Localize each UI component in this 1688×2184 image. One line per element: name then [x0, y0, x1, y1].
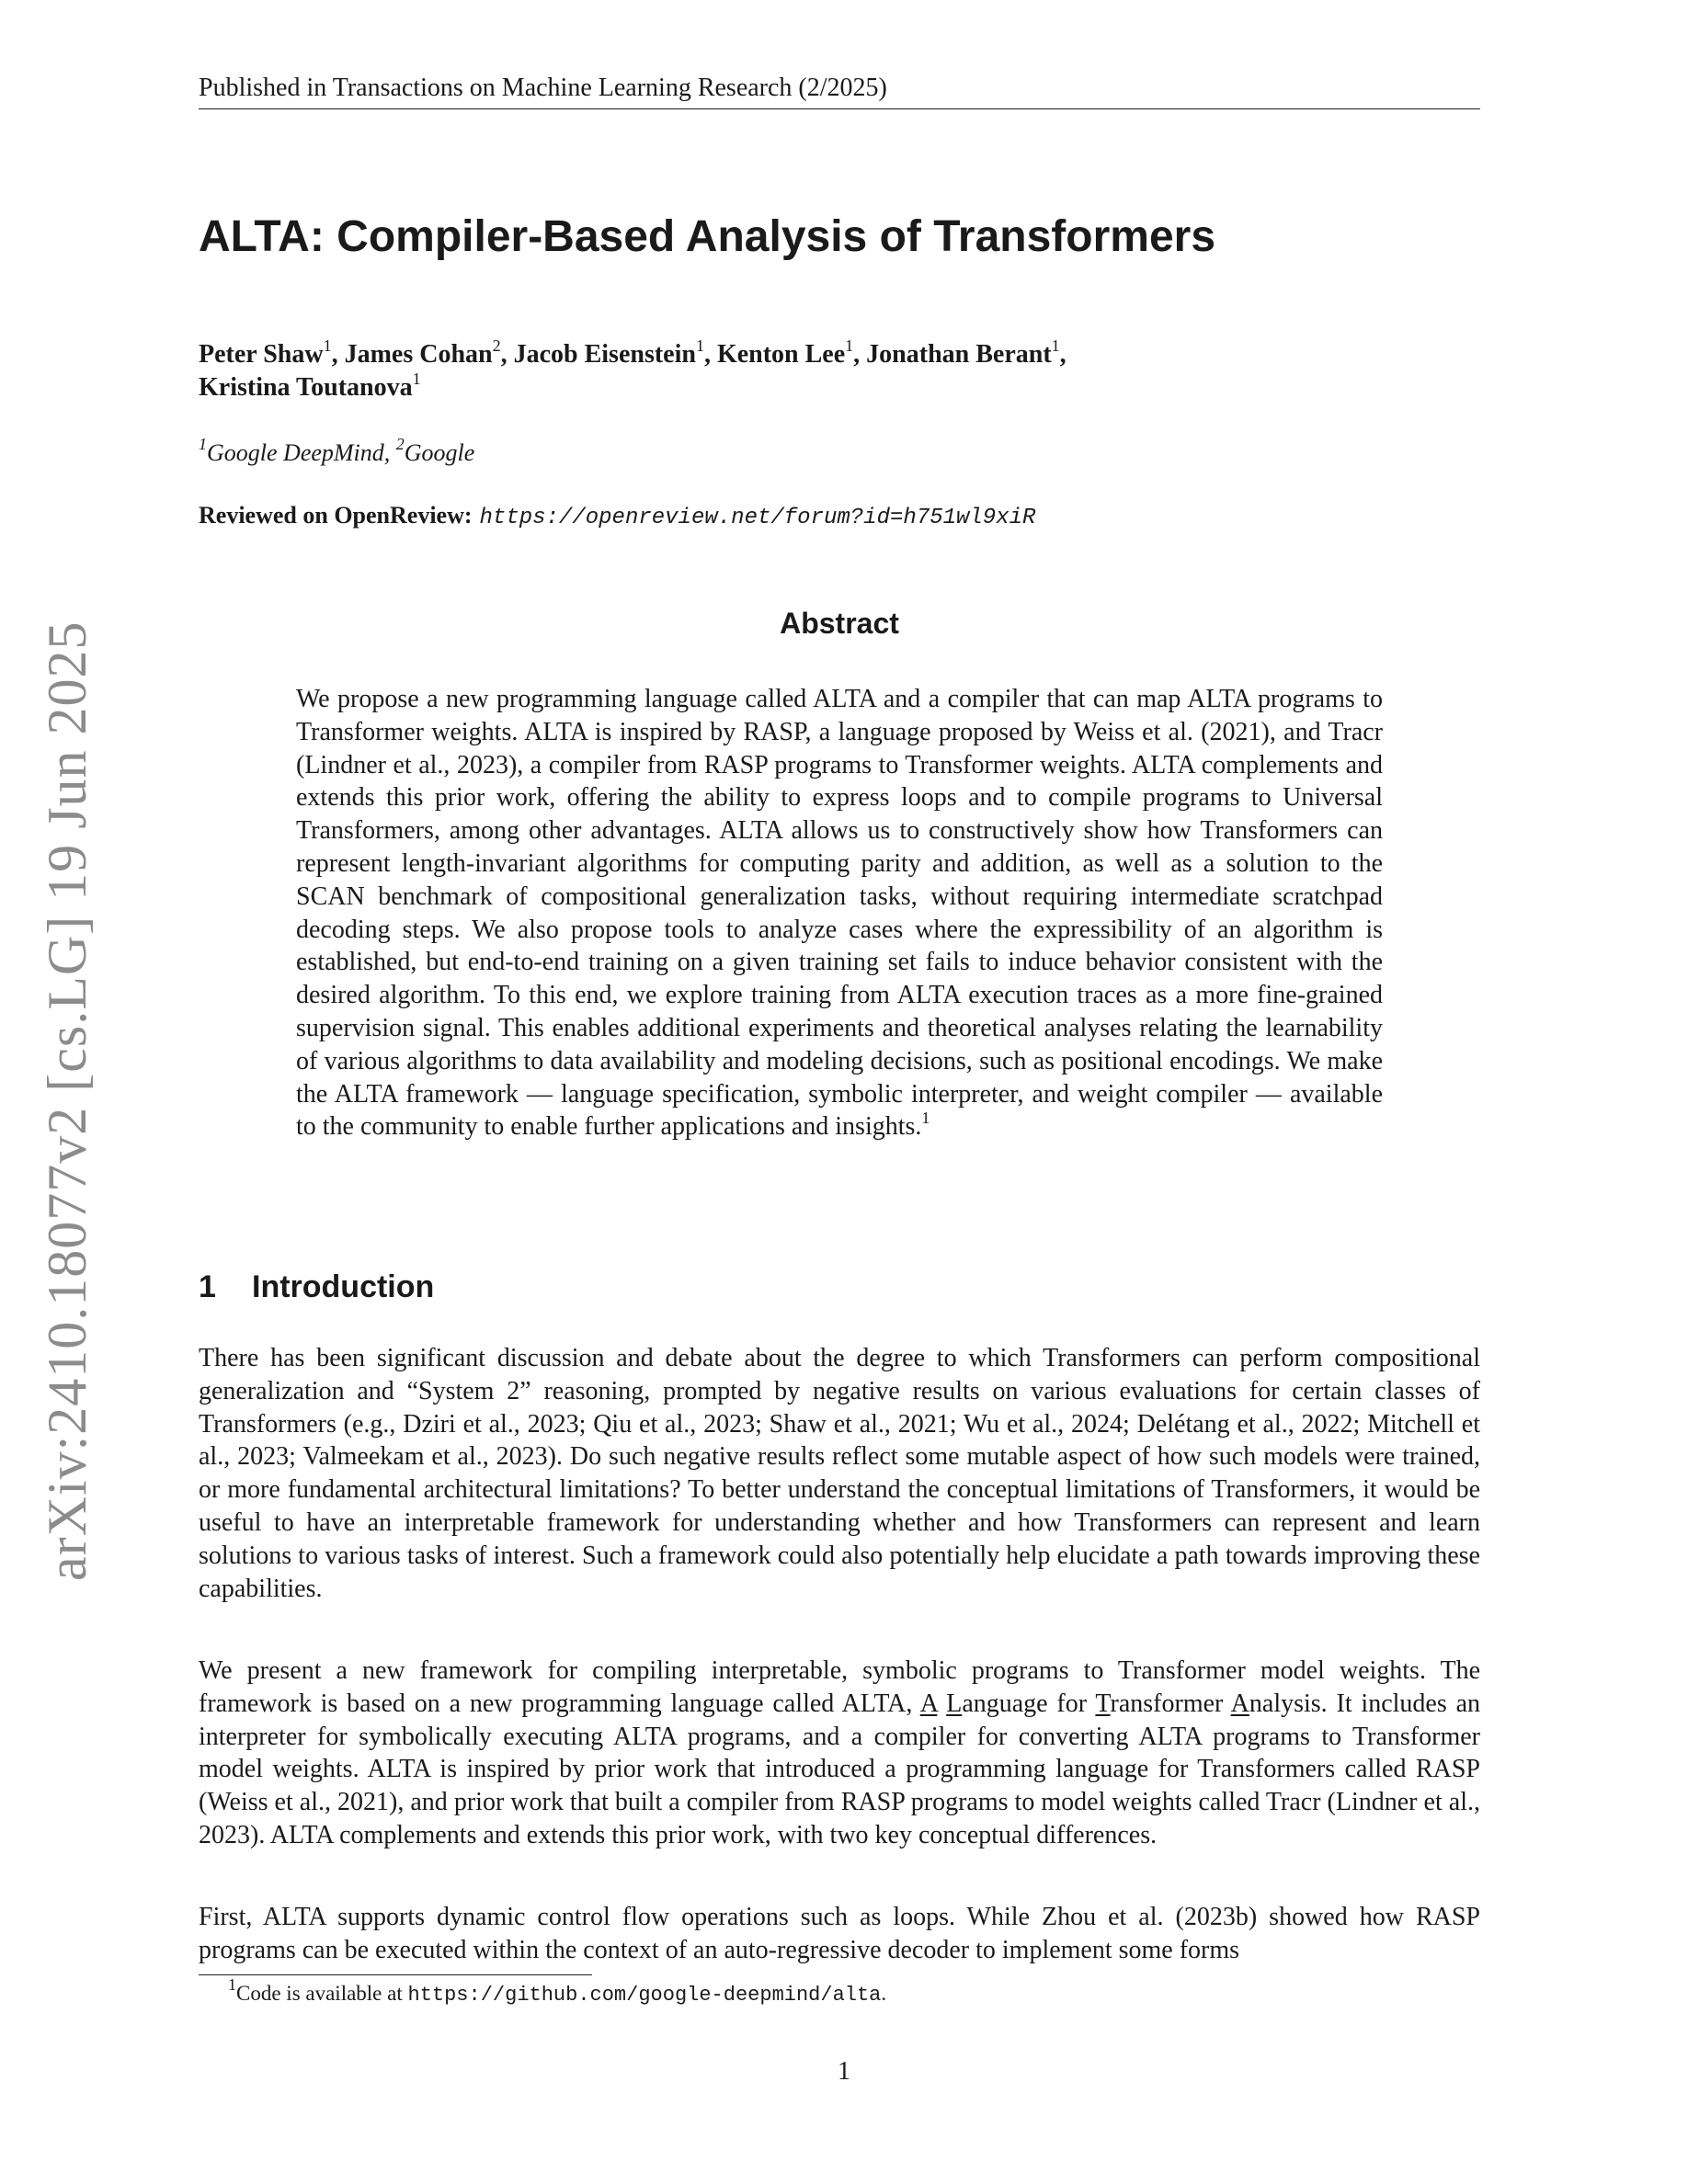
section-title: Introduction: [252, 1269, 435, 1304]
affiliation-name: Google DeepMind: [207, 439, 384, 466]
paragraph-text: It includes an interpreter for symbolically executing ALTA programs, and a compiler for converting ALTA programs to Transformer model weights. ALTA is inspired by prior work that introduced a programming language for Transformers called RASP (Weiss et al., 2021), and prior work that built a compiler from RASP programs to model weights called Tracr (Lindner et al., 2023). ALTA complements and extends this prior work, with two key conceptual differences.: [199, 1689, 1480, 1849]
affiliation-mark: 1: [323, 336, 332, 355]
footnote-mark[interactable]: 1: [921, 1109, 930, 1128]
affiliation-mark: 1: [1051, 336, 1060, 355]
footnote-rule: [199, 1974, 592, 1975]
author-name: Peter Shaw: [199, 340, 324, 369]
acronym-letter: L: [946, 1689, 963, 1718]
intro-paragraph: [199, 1655, 1480, 1852]
paragraph-text: We present a new framework for compiling interpretable, symbolic programs to Transformer model weights. The framework is based on a new programming language called ALTA,: [199, 1656, 1480, 1718]
review-line: [199, 500, 1035, 534]
author-list: Peter Shaw$^1$, James Cohan$^2$, Jacob Eisenstein$^1$, Kenton Lee$^1$, Jonathan Berant$^1$, Kristina Toutanova$^1$: [199, 336, 1066, 402]
author-name: James Cohan: [344, 340, 493, 369]
acronym-letter: A: [1230, 1689, 1249, 1718]
acronym-letter: A: [919, 1689, 938, 1718]
affiliation-mark: 1: [412, 369, 421, 388]
acronym-letter: T: [1095, 1689, 1111, 1718]
affiliation-mark: 1: [695, 336, 704, 355]
acronym-text: nalysis.: [1249, 1689, 1328, 1718]
author-name: Kenton Lee: [716, 340, 846, 369]
author-name: Jonathan Berant: [866, 340, 1052, 369]
intro-paragraph: First, ALTA supports dynamic control flow operations such as loops. While Zhou et al. (2023b) showed how RASP programs can be executed within the context of an auto-regressive decoder to implement some forms: [199, 1903, 1480, 1964]
abstract-body: [296, 683, 1383, 1143]
acronym-text: anguage for: [962, 1689, 1096, 1718]
running-head: Published in Transactions on Machine Learning Research (2/2025): [199, 72, 1480, 109]
affiliation-mark: 1: [845, 336, 854, 355]
review-label: Reviewed on OpenReview:: [199, 502, 473, 529]
abstract-text: We propose a new programming language called ALTA and a compiler that can map ALTA programs to Transformer weights. ALTA is inspired by RASP, a language proposed by Weiss et al. (2021), and Tracr (Lindner et al., 2023), a compiler from RASP programs to Transformer weights. ALTA complements and extends this prior work, offering the ability to express loops and to compile programs to Universal Transformers, among other advantages. ALTA allows us to constructively show how Transformers can represent length-invariant algorithms for computing parity and addition, as well as a solution to the SCAN benchmark of compositional generalization tasks, without requiring intermediate scratchpad decoding steps. We also propose tools to analyze cases where the expressibility of an algorithm is established, but end-to-end training on a given training set fails to induce behavior consistent with the desired algorithm. To this end, we explore training from ALTA execution traces as a more fine-grained supervision signal. This enables additional experiments and theoretical analyses relating the learnability of various algorithms to data availability and modeling decisions, such as positional encodings. We make the ALTA framework — language specification, symbolic interpreter, and weight compiler — available to the community to enable further applications and insights.: [296, 685, 1383, 1142]
footnote-mark: 1: [228, 1975, 236, 1995]
paper-title: ALTA: Compiler-Based Analysis of Transformers: [199, 212, 1216, 261]
footnote-text: Code is available at: [236, 1982, 408, 2005]
intro-paragraph: There has been significant discussion and debate about the degree to which Transformers can perform compositional generalization and “System 2” reasoning, prompted by negative results on various evaluations for certain classes of Transformers (e.g., Dziri et al., 2023; Qiu et al., 2023; Shaw et al., 2021; Wu et al., 2024; Delétang et al., 2022; Mitchell et al., 2023; Valmeekam et al., 2023). Do such negative results reflect some mutable aspect of how such models were trained, or more fundamental architectural limitations? To better understand the conceptual limitations of Transformers, it would be useful to have an interpretable framework for understanding whether and how Transformers can represent and learn solutions to various tasks of interest. Such a framework could also potentially help elucidate a path towards improving these capabilities.: [199, 1344, 1480, 1603]
page-number: 1: [838, 2057, 850, 2086]
openreview-link[interactable]: https://openreview.net/forum?id=h751wl9xiR: [479, 506, 1036, 530]
github-link[interactable]: https://github.com/google-deepmind/alta: [407, 1984, 882, 2007]
abstract-heading: Abstract: [780, 607, 899, 640]
affiliation-mark: 2: [395, 435, 405, 454]
footnote-end: .: [881, 1982, 887, 2005]
acronym-text: [937, 1689, 946, 1718]
affiliation-name: Google: [404, 439, 475, 466]
author-name: Kristina Toutanova: [199, 373, 413, 402]
arxiv-stamp: arXiv:2410.18077v2 [cs.LG] 19 Jun 2025: [37, 620, 97, 1581]
section-number: 1: [199, 1269, 216, 1304]
affiliation-mark: 1: [199, 435, 207, 454]
author-name: Jacob Eisenstein: [513, 340, 696, 369]
section-heading: [199, 1267, 434, 1307]
affiliation-mark: 2: [492, 336, 501, 355]
acronym-text: ransformer: [1110, 1689, 1231, 1718]
footnote: [228, 1975, 887, 2009]
affiliations: $^1$Google DeepMind, $^2$Google: [199, 435, 475, 466]
